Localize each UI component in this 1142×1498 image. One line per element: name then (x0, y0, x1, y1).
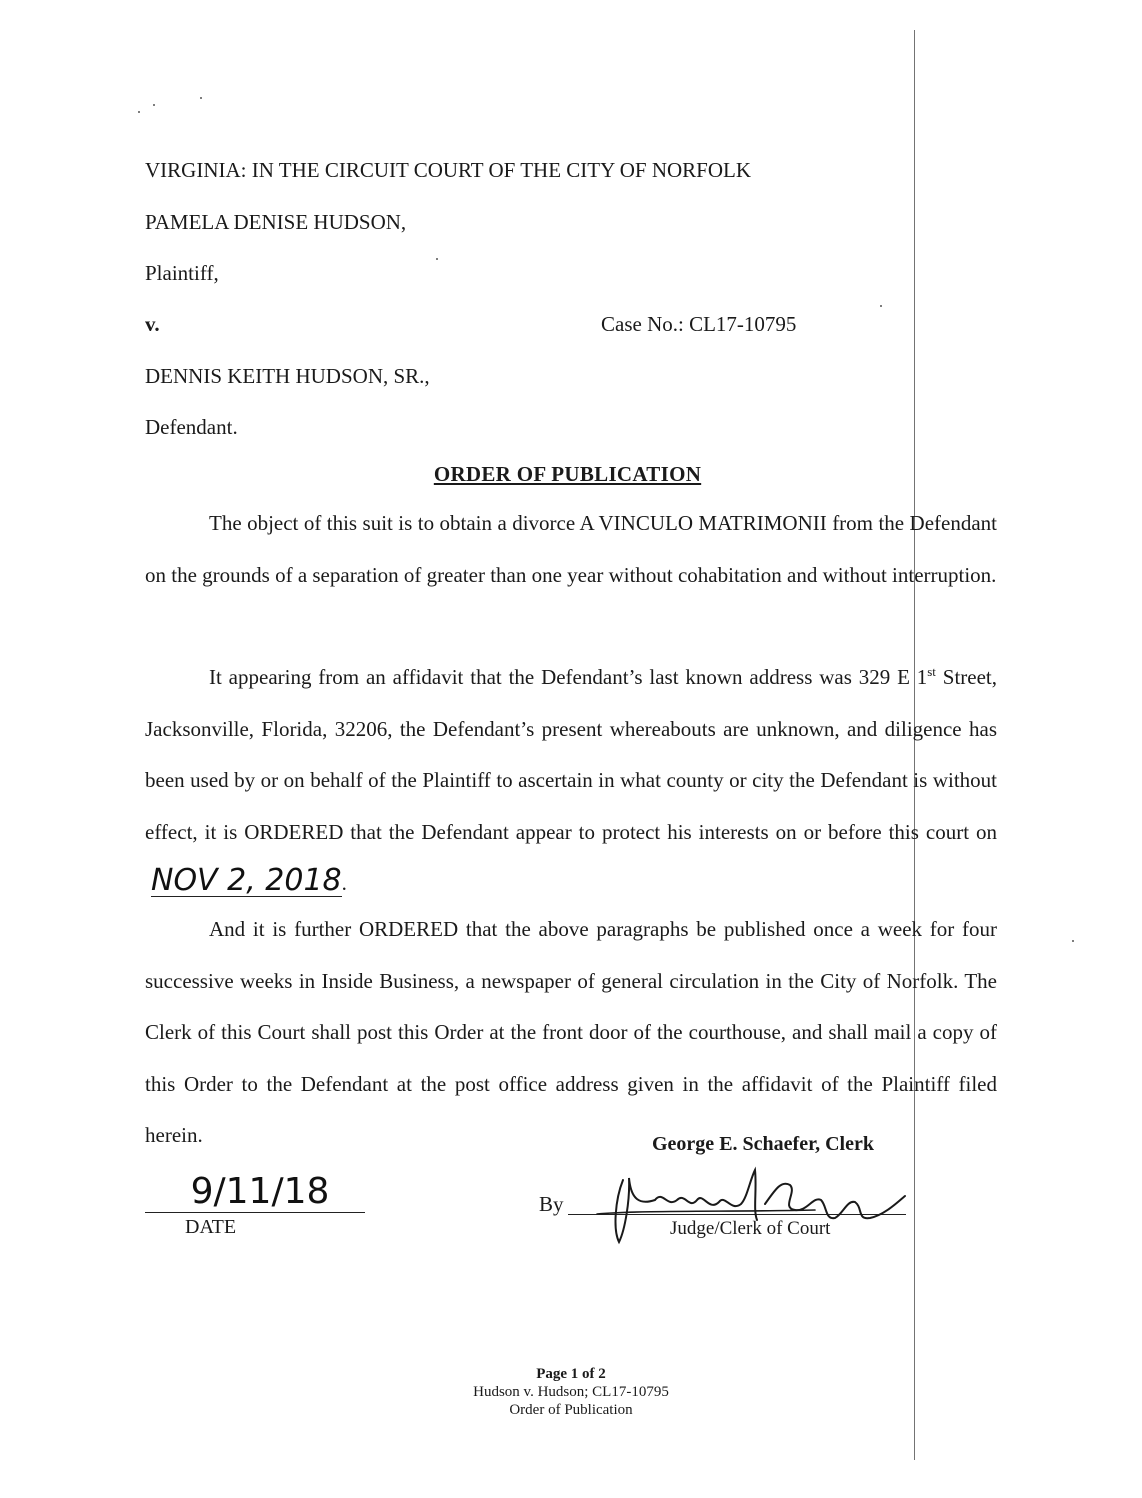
scan-speck (138, 111, 140, 113)
page-footer (0, 1365, 1142, 1419)
signature-caption: Judge/Clerk of Court (670, 1218, 831, 1239)
by-label: By (539, 1192, 564, 1216)
scan-speck (436, 258, 438, 260)
scan-speck (200, 97, 202, 99)
handwritten-date: 9/11/18 (145, 1172, 365, 1213)
paragraph-1-text: The object of this suit is to obtain a divorce A VINCULO MATRIMONII from the Defendant on the grounds of a separation of greater than one year without cohabitation and without interruption. (145, 511, 997, 587)
footer-case: Hudson v. Hudson; CL17-10795 (473, 1384, 669, 1400)
document-title (0, 462, 1142, 487)
page-number: Page 1 of 2 (536, 1366, 606, 1382)
paragraph-2-text-b: Street, Jacksonville, Florida, 32206, the Defendant’s present whereabouts are unknown, and diligence has been used by or on behalf of the Plaintiff to ascertain in what county or city the Defendant is without effect, it is ORDERED that the Defendant appear to protect his interests on or before this court on (145, 665, 997, 844)
plaintiff-label: Plaintiff, (145, 261, 219, 285)
defendant-label: Defendant. (145, 415, 238, 439)
paragraph-2-end: . (341, 871, 347, 895)
plaintiff-name: PAMELA DENISE HUDSON, (145, 210, 407, 234)
paragraph-3-text: And it is further ORDERED that the above paragraphs be published once a week for four successive weeks in Inside Business, a newspaper of general circulation in the City of Norfolk. The Clerk of this Court shall post this Order at the front door of the courthouse, and shall mail a copy of this Order to the Defendant at the post office address given in the affidavit of the Plaintiff filed herein. (145, 917, 997, 1147)
clerk-name: George E. Schaefer, Clerk (652, 1133, 874, 1155)
ordinal-suffix: st (927, 664, 936, 679)
paragraph-2-text-a: It appearing from an affidavit that the Defendant’s last known address was 329 E 1 (209, 665, 928, 689)
paragraph-affidavit (145, 652, 997, 910)
paragraph-object-of-suit (145, 498, 997, 601)
footer-doc-name: Order of Publication (509, 1402, 633, 1418)
handwritten-hearing-date: NOV 2, 2018 (151, 863, 342, 898)
scan-speck (880, 305, 882, 307)
date-label: DATE (185, 1216, 237, 1238)
case-number: Case No.: CL17-10795 (601, 312, 797, 336)
date-signature-block (145, 1171, 365, 1238)
paragraph-publication (145, 904, 997, 1162)
versus-label: v. (145, 312, 160, 336)
scan-speck (153, 104, 155, 106)
defendant-name: DENNIS KEITH HUDSON, SR., (145, 364, 430, 388)
court-line: VIRGINIA: IN THE CIRCUIT COURT OF THE CITY OF NORFOLK (145, 158, 752, 182)
document-title-text: ORDER OF PUBLICATION (433, 462, 702, 486)
scan-speck (1072, 940, 1074, 942)
